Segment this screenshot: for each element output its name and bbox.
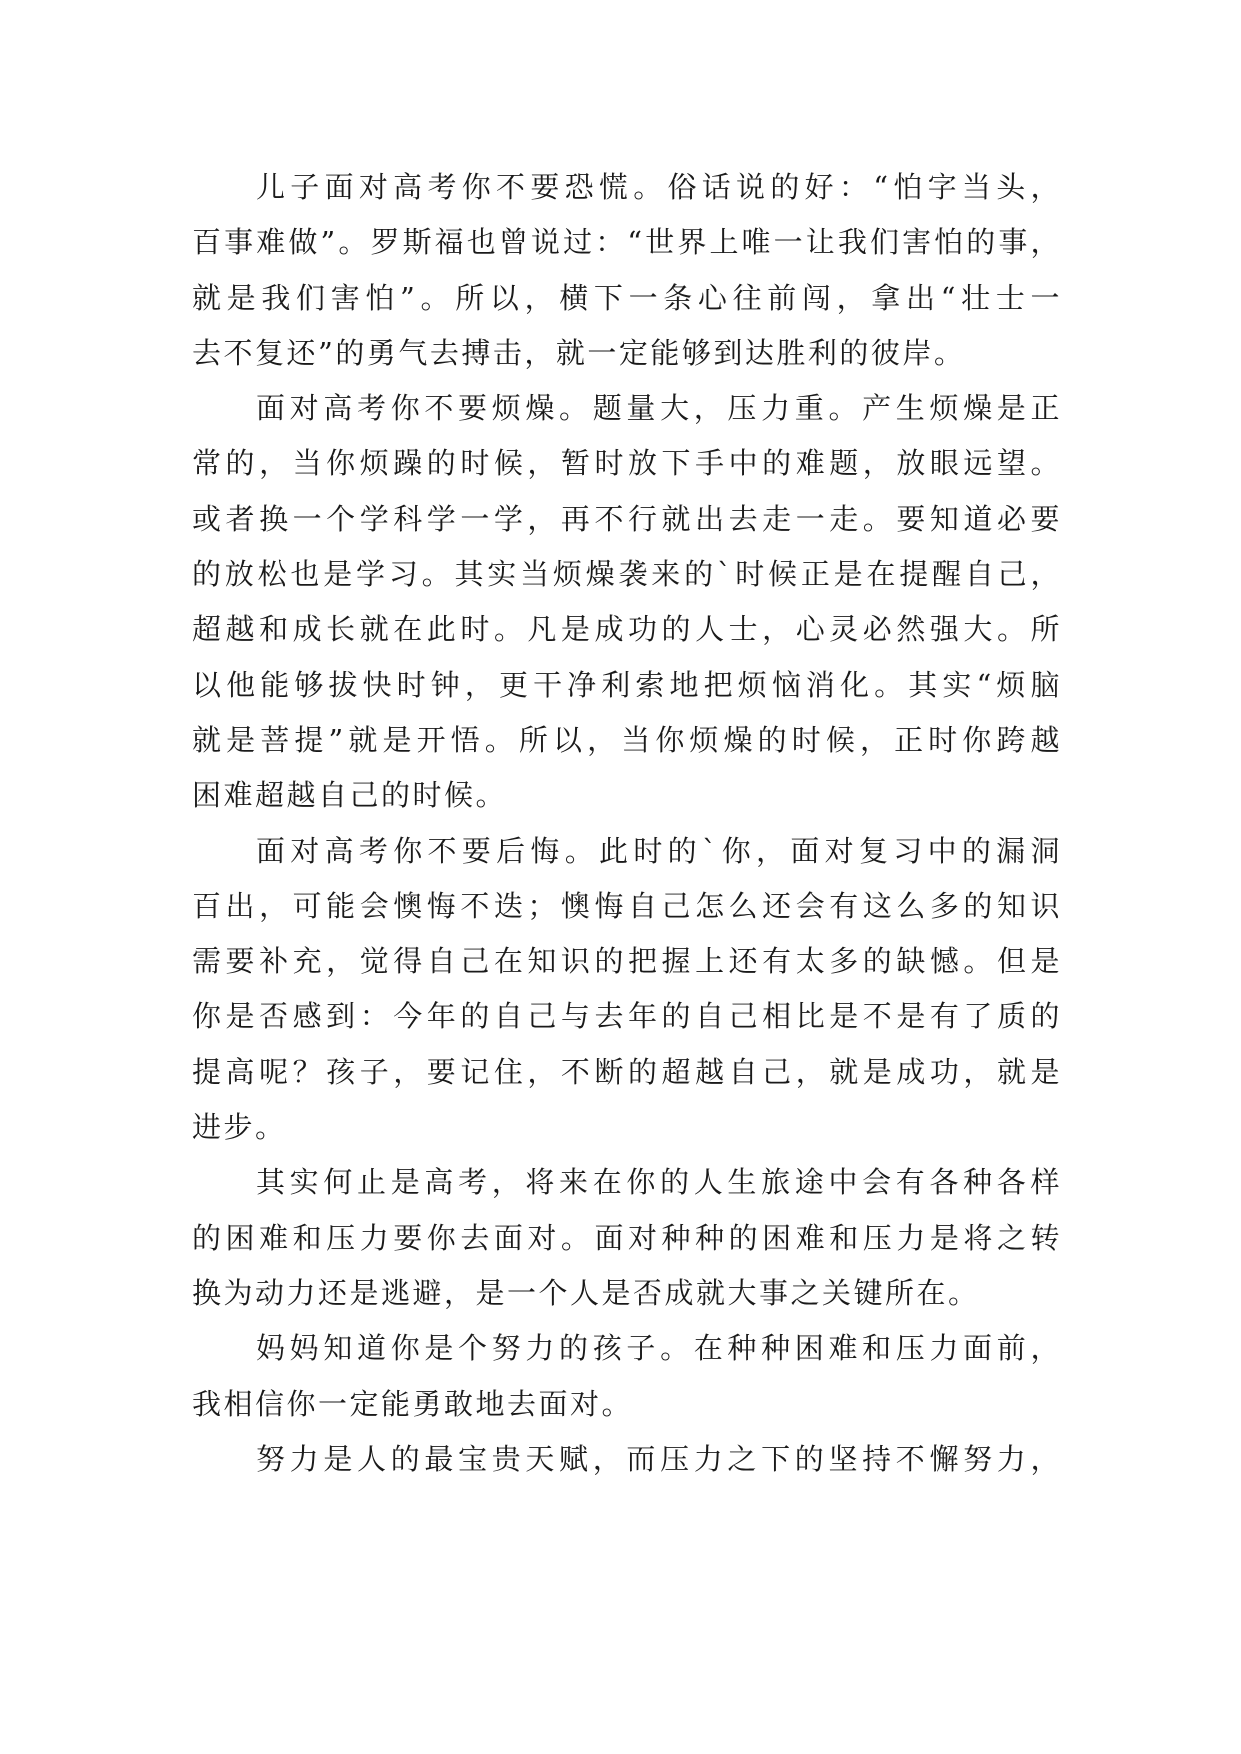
text-line: 的困难和压力要你去面对。面对种种的困难和压力是将之转 [192, 1220, 1062, 1255]
text-line: 就是菩提”就是开悟。所以，当你烦燥的时候，正时你跨越 [192, 722, 1062, 757]
text-line: 面对高考你不要烦燥。题量大，压力重。产生烦燥是正 [256, 391, 1062, 426]
text-line: 儿子面对高考你不要恐慌。俗话说的好：“怕字当头， [256, 170, 1062, 204]
text-line: 提高呢？孩子，要记住，不断的超越自己，就是成功，就是 [192, 1054, 1062, 1089]
text-line: 就是我们害怕”。所以，横下一条心往前闯，拿出“壮士一 [192, 280, 1062, 315]
text-line: 换为动力还是逃避，是一个人是否成就大事之关键所在。 [192, 1275, 980, 1310]
text-line: 常的，当你烦躁的时候，暂时放下手中的难题，放眼远望。 [192, 446, 1062, 481]
body-text [192, 160, 1062, 1487]
text-line: 以他能够拔快时钟，更干净利索地把烦恼消化。其实“烦脑 [192, 667, 1062, 702]
text-line: 需要补充，觉得自己在知识的把握上还有太多的缺憾。但是 [192, 944, 1062, 979]
text-line: 面对高考你不要后悔。此时的`你，面对复习中的漏洞 [256, 833, 1062, 868]
text-line: 百出，可能会懊悔不迭；懊悔自己怎么还会有这么多的知识 [192, 888, 1062, 923]
text-line: 其实何止是高考，将来在你的人生旅途中会有各种各样 [256, 1165, 1062, 1200]
text-line: 努力是人的最宝贵天赋，而压力之下的坚持不懈努力， [256, 1441, 1062, 1476]
text-line: 超越和成长就在此时。凡是成功的人士，心灵必然强大。所 [192, 612, 1062, 647]
text-line: 的放松也是学习。其实当烦燥袭来的`时候正是在提醒自己， [192, 557, 1062, 592]
text-line: 你是否感到：今年的自己与去年的自己相比是不是有了质的 [192, 999, 1062, 1034]
text-line: 妈妈知道你是个努力的孩子。在种种困难和压力面前， [256, 1331, 1062, 1366]
text-line: 困难超越自己的时候。 [192, 778, 508, 813]
text-line: 或者换一个学科学一学，再不行就出去走一走。要知道必要 [192, 501, 1062, 536]
text-line: 进步。 [192, 1110, 287, 1145]
text-line: 我相信你一定能勇敢地去面对。 [192, 1386, 634, 1421]
text-line: 去不复还”的勇气去搏击，就一定能够到达胜利的彼岸。 [192, 335, 966, 370]
text-line: 百事难做”。罗斯福也曾说过：“世界上唯一让我们害怕的事， [192, 225, 1062, 260]
